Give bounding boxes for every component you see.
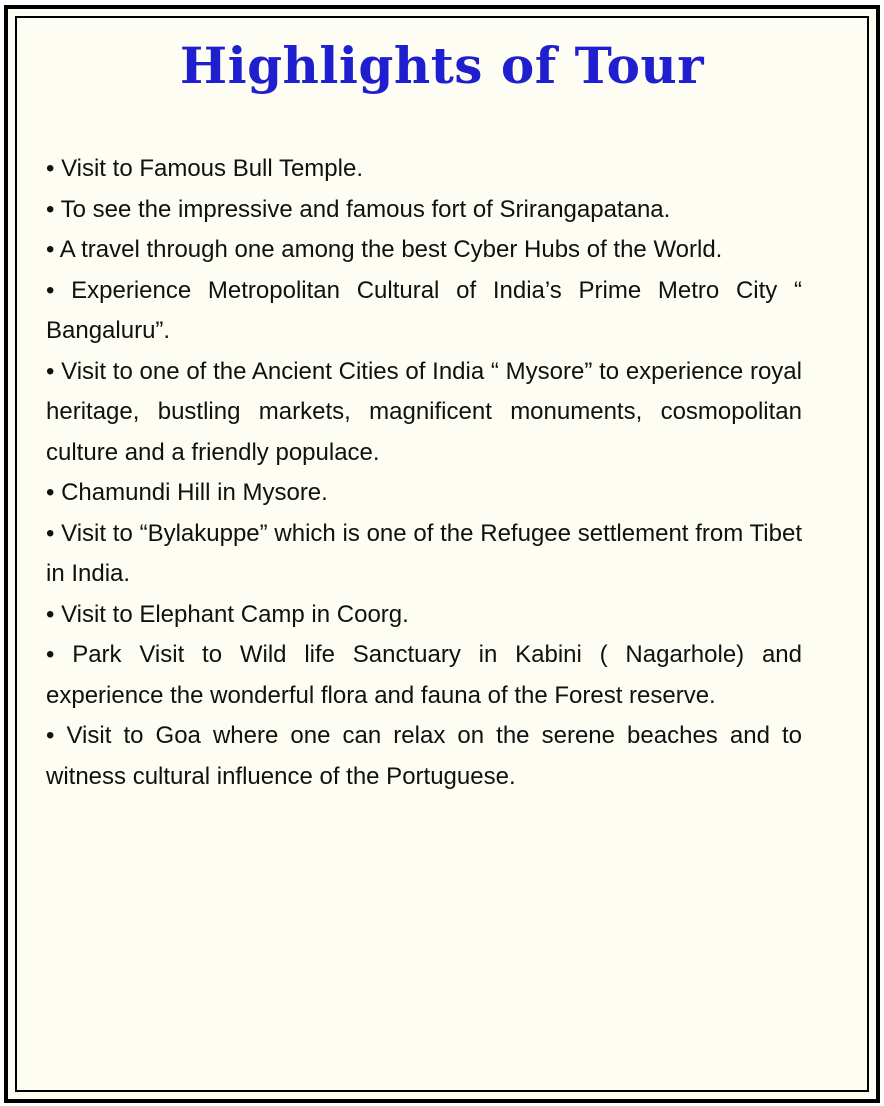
outer-border-frame: [4, 5, 880, 1103]
highlights-list: [46, 149, 802, 797]
highlight-item-bull-temple: • Visit to Famous Bull Temple.: [46, 155, 363, 182]
highlight-item-chamundi-hill: • Chamundi Hill in Mysore.: [46, 479, 328, 506]
page-title: Highlights of Tour: [179, 36, 705, 95]
highlight-item-mysore: • Visit to one of the Ancient Cities of India “ Mysore” to experience royal heritage, bustling markets, magnificent monuments, cosmopolitan culture and a friendly populace.: [46, 357, 802, 466]
highlight-item-cyber-hub: • A travel through one among the best Cyber Hubs of the World.: [46, 236, 723, 263]
highlight-item-elephant-camp: • Visit to Elephant Camp in Coorg.: [46, 600, 409, 628]
inner-border-frame: [15, 16, 869, 1092]
highlight-item-bangaluru: • Experience Metropolitan Cultural of India’s Prime Metro City “ Bangaluru”.: [46, 276, 802, 344]
highlight-item-kabini-sanctuary: • Park Visit to Wild life Sanctuary in Kabini ( Nagarhole) and experience the wonderful flora and fauna of the Forest reserve.: [46, 641, 802, 709]
highlight-item-bylakuppe: • Visit to “Bylakuppe” which is one of the Refugee settlement from Tibet in India.: [46, 519, 802, 587]
highlight-item-srirangapatana-fort: • To see the impressive and famous fort of Srirangapatana.: [46, 195, 671, 223]
highlight-item-goa: • Visit to Goa where one can relax on the serene beaches and to witness cultural influence of the Portuguese.: [46, 722, 802, 790]
